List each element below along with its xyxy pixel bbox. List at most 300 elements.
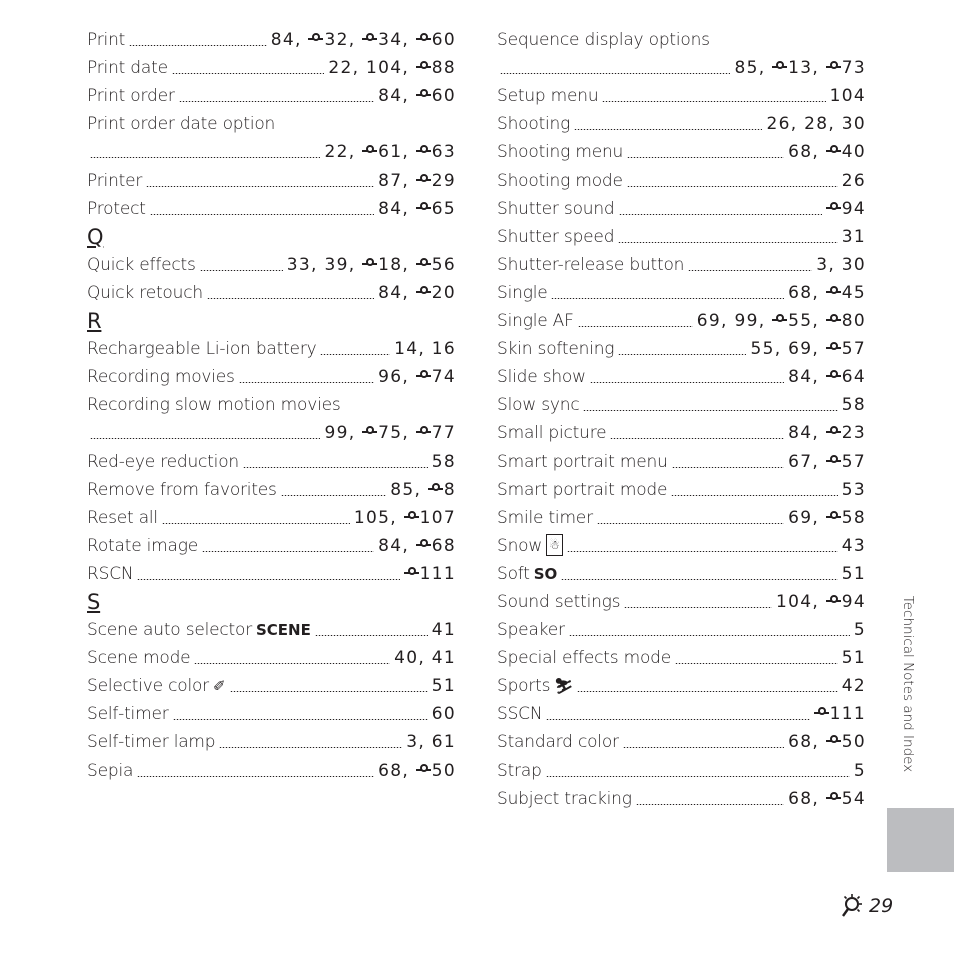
index-letter: Q <box>87 224 104 249</box>
dot-leader <box>577 691 837 692</box>
reference-section-icon <box>826 791 841 805</box>
page-ref: 84 <box>378 535 403 556</box>
page-references: 87, 29 <box>378 170 456 191</box>
page-ref: 88 <box>416 58 456 78</box>
page-ref: 34 <box>362 30 402 50</box>
dot-leader <box>623 747 784 748</box>
index-term: Recording movies <box>87 367 235 388</box>
index-term: Self-timer <box>87 704 169 725</box>
mode-glyph-icon: SCENE <box>256 621 311 640</box>
index-entry <box>87 24 456 52</box>
page-ref: 96 <box>378 367 403 388</box>
index-term: Skin softening <box>497 339 615 360</box>
index-term: Single <box>497 282 548 303</box>
page-ref: 41 <box>431 648 456 669</box>
page-ref: 54 <box>826 789 866 809</box>
dot-leader <box>610 438 784 439</box>
page-ref: 41 <box>431 620 456 641</box>
index-entry <box>497 726 866 754</box>
reference-section-icon <box>826 454 841 468</box>
page-references <box>842 536 866 556</box>
page-references: 68, 50 <box>378 760 456 781</box>
page-ref: 77 <box>416 423 456 443</box>
page-ref: 73 <box>826 58 866 78</box>
page-ref: 107 <box>404 508 456 528</box>
index-column-right <box>497 24 866 811</box>
index-entry <box>87 389 456 417</box>
dot-leader <box>583 410 837 411</box>
dot-leader <box>230 691 428 692</box>
page-ref: 58 <box>841 395 866 416</box>
page-ref: 61 <box>431 732 456 753</box>
page-ref: 60 <box>431 704 456 725</box>
page-ref: 56 <box>416 255 456 275</box>
dot-leader <box>90 157 320 158</box>
reference-section-icon <box>826 144 841 158</box>
index-term: Protect <box>87 198 146 219</box>
page-references <box>432 704 456 724</box>
section-thumb-tab <box>887 808 954 872</box>
dot-leader <box>207 298 374 299</box>
page-references: 3, 61 <box>406 732 456 753</box>
index-term: Special effects mode <box>497 648 672 669</box>
page-ref: 69 <box>788 507 813 528</box>
page-ref: 68 <box>788 732 813 753</box>
index-term: Scene auto selector <box>87 620 252 641</box>
page-references <box>842 648 866 668</box>
page-ref: 29 <box>416 171 456 191</box>
index-entry <box>87 726 456 754</box>
page-ref: 31 <box>841 226 866 247</box>
dot-leader <box>578 326 693 327</box>
page-ref: 13 <box>772 58 812 78</box>
dot-leader <box>137 579 399 580</box>
index-term: Rotate image <box>87 535 199 556</box>
page-references: 68, 50 <box>788 732 866 753</box>
reference-section-icon <box>416 369 431 383</box>
dot-leader <box>173 719 428 720</box>
reference-section-icon <box>362 425 377 439</box>
reference-section-icon <box>826 734 841 748</box>
page-ref: 40 <box>394 648 419 669</box>
reference-section-icon <box>416 257 431 271</box>
index-entry <box>497 305 866 333</box>
page-ref: 68 <box>788 282 813 303</box>
reference-section-icon <box>826 313 841 327</box>
page-ref: 111 <box>404 564 456 584</box>
page-ref: 84 <box>378 282 403 303</box>
reference-section-icon <box>308 32 323 46</box>
dot-leader <box>627 186 838 187</box>
index-term: Print date <box>87 58 168 79</box>
page-ref: 23 <box>826 423 866 443</box>
dot-leader <box>618 242 837 243</box>
page-references: 84, 68 <box>378 535 456 556</box>
index-term: Smart portrait mode <box>497 479 668 500</box>
page-ref: 64 <box>826 367 866 387</box>
reference-section-icon <box>814 706 829 720</box>
page-references: 84, 60 <box>378 86 456 107</box>
page-ref: 104 <box>829 86 866 107</box>
page-ref: 30 <box>841 114 866 135</box>
page-ref: 85 <box>390 479 415 500</box>
index-letter-heading <box>87 586 456 614</box>
page-ref: 94 <box>826 199 866 219</box>
dot-leader <box>619 214 822 215</box>
reference-section-icon <box>416 88 431 102</box>
reference-section-icon <box>362 144 377 158</box>
index-term: Quick effects <box>87 254 196 275</box>
index-letter: R <box>87 309 102 334</box>
page-ref: 68 <box>788 142 813 163</box>
index-entry <box>497 586 866 614</box>
index-term: Rechargeable Li-ion battery <box>87 339 317 360</box>
page-ref: 53 <box>841 479 866 500</box>
page-ref: 20 <box>416 283 456 303</box>
index-term: Speaker <box>497 620 565 641</box>
index-entry <box>87 474 456 502</box>
index-entry <box>87 698 456 726</box>
page-ref: 55 <box>750 339 775 360</box>
mode-glyph-icon: ⛷ <box>554 677 574 696</box>
index-entry <box>87 193 456 221</box>
index-entry <box>497 193 866 221</box>
page-ref: 68 <box>416 536 456 556</box>
page-references <box>432 452 456 472</box>
page-ref: 84 <box>788 423 813 444</box>
index-entry <box>87 614 456 642</box>
page-ref: 75 <box>362 423 402 443</box>
page-ref: 61 <box>362 142 402 162</box>
page-ref: 51 <box>431 676 456 697</box>
page-references: 84, 65 <box>378 198 456 219</box>
page-ref: 68 <box>378 760 403 781</box>
page-references: 14, 16 <box>394 339 456 360</box>
index-entry <box>497 361 866 389</box>
index-term: SSCN <box>497 704 543 725</box>
page-ref: 30 <box>841 254 866 275</box>
index-entry <box>497 642 866 670</box>
dot-leader <box>546 719 809 720</box>
index-entry <box>497 614 866 642</box>
reference-section-icon <box>826 594 841 608</box>
page-references: 68, 45 <box>788 282 866 303</box>
index-term: Smile timer <box>497 507 593 528</box>
page-references: 105, 107 <box>353 507 456 528</box>
page-references: 22, 61, 63 <box>324 142 456 163</box>
page-references: 69, 58 <box>788 507 866 528</box>
index-term: Slide show <box>497 367 586 388</box>
dot-leader <box>627 157 784 158</box>
index-entry <box>87 670 456 698</box>
index-term: Remove from favorites <box>87 479 277 500</box>
reference-section-icon <box>416 173 431 187</box>
dot-leader <box>567 551 838 552</box>
reference-section-icon <box>826 285 841 299</box>
page-references <box>842 227 866 247</box>
page-references: 84, 32, 34, 60 <box>270 30 456 51</box>
dot-leader <box>202 551 374 552</box>
page-ref: 42 <box>841 676 866 697</box>
index-entry <box>87 108 456 136</box>
page-ref: 57 <box>826 452 866 472</box>
index-entry <box>87 558 456 586</box>
mode-glyph-icon: SO <box>533 564 558 583</box>
section-side-label-text: Technical Notes and Index <box>900 595 916 773</box>
index-term: Setup menu <box>497 86 599 107</box>
index-letter-heading <box>87 221 456 249</box>
page-references <box>842 171 866 191</box>
page-ref: 99 <box>324 423 349 444</box>
reference-section-icon <box>826 510 841 524</box>
index-entry <box>87 417 456 445</box>
index-entry <box>87 277 456 305</box>
index-entry <box>497 164 866 192</box>
dot-leader <box>146 186 374 187</box>
page-ref: 8 <box>428 480 456 500</box>
dot-leader <box>172 73 324 74</box>
reference-section-icon <box>404 566 419 580</box>
index-entry <box>497 24 866 52</box>
reference-section-icon <box>826 60 841 74</box>
dot-leader <box>618 354 746 355</box>
index-entry <box>497 80 866 108</box>
index-term: Printer <box>87 170 143 191</box>
dot-leader <box>590 382 784 383</box>
page-ref: 69 <box>788 339 813 360</box>
reference-section-icon <box>416 538 431 552</box>
page-ref: 26 <box>841 170 866 191</box>
dot-leader <box>675 663 838 664</box>
mode-glyph-icon: ✐ <box>212 677 226 696</box>
index-term: Strap <box>497 760 542 781</box>
page-references <box>432 676 456 696</box>
page-ref: 69 <box>696 311 722 332</box>
page-references: 69, 99, 55, 80 <box>696 311 866 332</box>
dot-leader <box>137 776 374 777</box>
page-number: 29 <box>869 895 894 917</box>
index-term: Shooting <box>497 114 571 135</box>
index-entry <box>87 164 456 192</box>
reference-section-icon <box>416 144 431 158</box>
index-term: Small picture <box>497 423 607 444</box>
page-references: 68, 40 <box>788 142 866 163</box>
reference-section-icon <box>416 285 431 299</box>
page-references <box>842 676 866 696</box>
index-entry <box>497 249 866 277</box>
page-ref: 63 <box>416 142 456 162</box>
reference-section-icon <box>826 341 841 355</box>
index-term: Shooting mode <box>497 170 623 191</box>
dot-leader <box>500 73 730 74</box>
index-entry <box>87 136 456 164</box>
page-references: 33, 39, 18, 56 <box>286 254 456 275</box>
page-ref: 43 <box>841 535 866 556</box>
index-term: Scene mode <box>87 648 191 669</box>
dot-leader <box>162 523 350 524</box>
page-ref: 55 <box>772 311 812 331</box>
dot-leader <box>281 495 387 496</box>
index-term: Soft <box>497 563 530 584</box>
dot-leader <box>243 467 428 468</box>
index-term: Snow <box>497 535 543 556</box>
page-ref: 51 <box>841 563 866 584</box>
page-ref: 22 <box>324 142 349 163</box>
page-ref: 65 <box>416 199 456 219</box>
section-side-label <box>898 578 918 790</box>
page-ref: 16 <box>431 339 456 360</box>
index-entry <box>497 417 866 445</box>
dot-leader <box>315 635 428 636</box>
page-ref: 74 <box>416 367 456 387</box>
index-term: Shutter speed <box>497 226 615 247</box>
page-references <box>854 620 866 640</box>
page-ref: 28 <box>804 114 829 135</box>
page-references <box>432 620 456 640</box>
page-ref: 51 <box>841 648 866 669</box>
index-letter-heading <box>87 305 456 333</box>
page-references <box>830 86 866 106</box>
index-entry <box>497 52 866 80</box>
index-term: RSCN <box>87 563 134 584</box>
dot-leader <box>551 298 784 299</box>
page-references: 85, 8 <box>390 479 456 500</box>
page-references: 55, 69, 57 <box>750 339 866 360</box>
page-ref: 57 <box>826 339 866 359</box>
dot-leader <box>90 438 320 439</box>
index-term: Smart portrait menu <box>497 451 668 472</box>
index-entry <box>87 445 456 473</box>
page-ref: 60 <box>416 86 456 106</box>
index-entry <box>497 389 866 417</box>
index-entry <box>497 670 866 698</box>
page-ref: 32 <box>308 30 348 50</box>
page-references: 67, 57 <box>788 451 866 472</box>
page-references: 84, 64 <box>788 367 866 388</box>
page-references: 84, 20 <box>378 282 456 303</box>
page-references: 26, 28, 30 <box>766 114 866 135</box>
index-term: Sequence display options <box>497 30 710 51</box>
page-ref: 3 <box>816 254 829 275</box>
reference-section-icon <box>826 201 841 215</box>
reference-section-icon <box>416 763 431 777</box>
index-term: Self-timer lamp <box>87 732 216 753</box>
index-entry <box>87 502 456 530</box>
dot-leader <box>597 523 784 524</box>
page-ref: 40 <box>826 142 866 162</box>
index-entry <box>497 754 866 782</box>
index-term: Selective color <box>87 676 209 697</box>
index-term: Slow sync <box>497 395 580 416</box>
index-term: Sports <box>497 676 551 697</box>
index-entry <box>497 333 866 361</box>
dot-leader <box>602 101 825 102</box>
page-ref: 99 <box>734 311 759 332</box>
index-term: Print order <box>87 86 175 107</box>
index-entry <box>497 698 866 726</box>
page-references: 22, 104, 88 <box>328 58 456 79</box>
reference-section-icon <box>362 257 377 271</box>
index-term: Single AF <box>497 311 574 332</box>
dot-leader <box>320 354 390 355</box>
page-ref: 84 <box>378 86 403 107</box>
page-folio <box>840 893 893 919</box>
index-entry <box>497 221 866 249</box>
page-ref: 5 <box>853 620 866 641</box>
dot-leader <box>569 635 850 636</box>
dot-leader <box>561 579 837 580</box>
page-references <box>842 395 866 415</box>
reference-section-icon <box>840 893 866 919</box>
index-entry <box>497 502 866 530</box>
dot-leader <box>200 270 283 271</box>
page-ref: 111 <box>814 704 866 724</box>
page-references: 99, 75, 77 <box>324 423 456 444</box>
reference-section-icon <box>416 32 431 46</box>
page-ref: 80 <box>826 311 866 331</box>
index-entry <box>497 445 866 473</box>
index-letter: S <box>87 589 101 614</box>
index-term: Quick retouch <box>87 282 203 303</box>
page-references <box>814 704 866 724</box>
page-ref: 84 <box>270 30 296 51</box>
index-entry <box>497 277 866 305</box>
page-ref: 68 <box>788 788 813 809</box>
dot-leader <box>239 382 374 383</box>
index-entry <box>497 108 866 136</box>
index-entry <box>87 754 456 782</box>
page-ref: 87 <box>378 170 403 191</box>
index-entry <box>87 249 456 277</box>
index-term: Sepia <box>87 760 134 781</box>
page-ref: 5 <box>853 760 866 781</box>
dot-leader <box>636 804 784 805</box>
reference-section-icon <box>416 60 431 74</box>
index-entry <box>87 333 456 361</box>
dot-leader <box>129 45 267 46</box>
index-entry <box>497 530 866 558</box>
page-ref: 3 <box>406 732 419 753</box>
page-references: 68, 54 <box>788 788 866 809</box>
page-references: 40, 41 <box>394 648 456 669</box>
reference-section-icon <box>362 32 377 46</box>
reference-section-icon <box>416 425 431 439</box>
index-entry <box>87 80 456 108</box>
index-term: Recording slow motion movies <box>87 395 341 416</box>
page-ref: 104 <box>365 58 403 79</box>
index-term: Reset all <box>87 507 158 528</box>
index-entry <box>87 642 456 670</box>
dot-leader <box>688 270 812 271</box>
page-ref: 33 <box>286 254 312 275</box>
page-references <box>826 199 866 219</box>
page-references: 3, 30 <box>816 254 866 275</box>
page-references <box>404 564 456 584</box>
index-entry <box>87 361 456 389</box>
dot-leader <box>624 607 772 608</box>
index-term: Standard color <box>497 732 619 753</box>
page-ref: 85 <box>734 58 759 79</box>
dot-leader <box>671 495 837 496</box>
page-references <box>854 761 866 781</box>
index-entry <box>497 783 866 811</box>
index-term: Red-eye reduction <box>87 451 239 472</box>
index-entry <box>497 558 866 586</box>
index-term: Print <box>87 30 126 51</box>
dot-leader <box>574 129 762 130</box>
page-ref: 67 <box>788 451 813 472</box>
index-term: Shutter-release button <box>497 254 685 275</box>
